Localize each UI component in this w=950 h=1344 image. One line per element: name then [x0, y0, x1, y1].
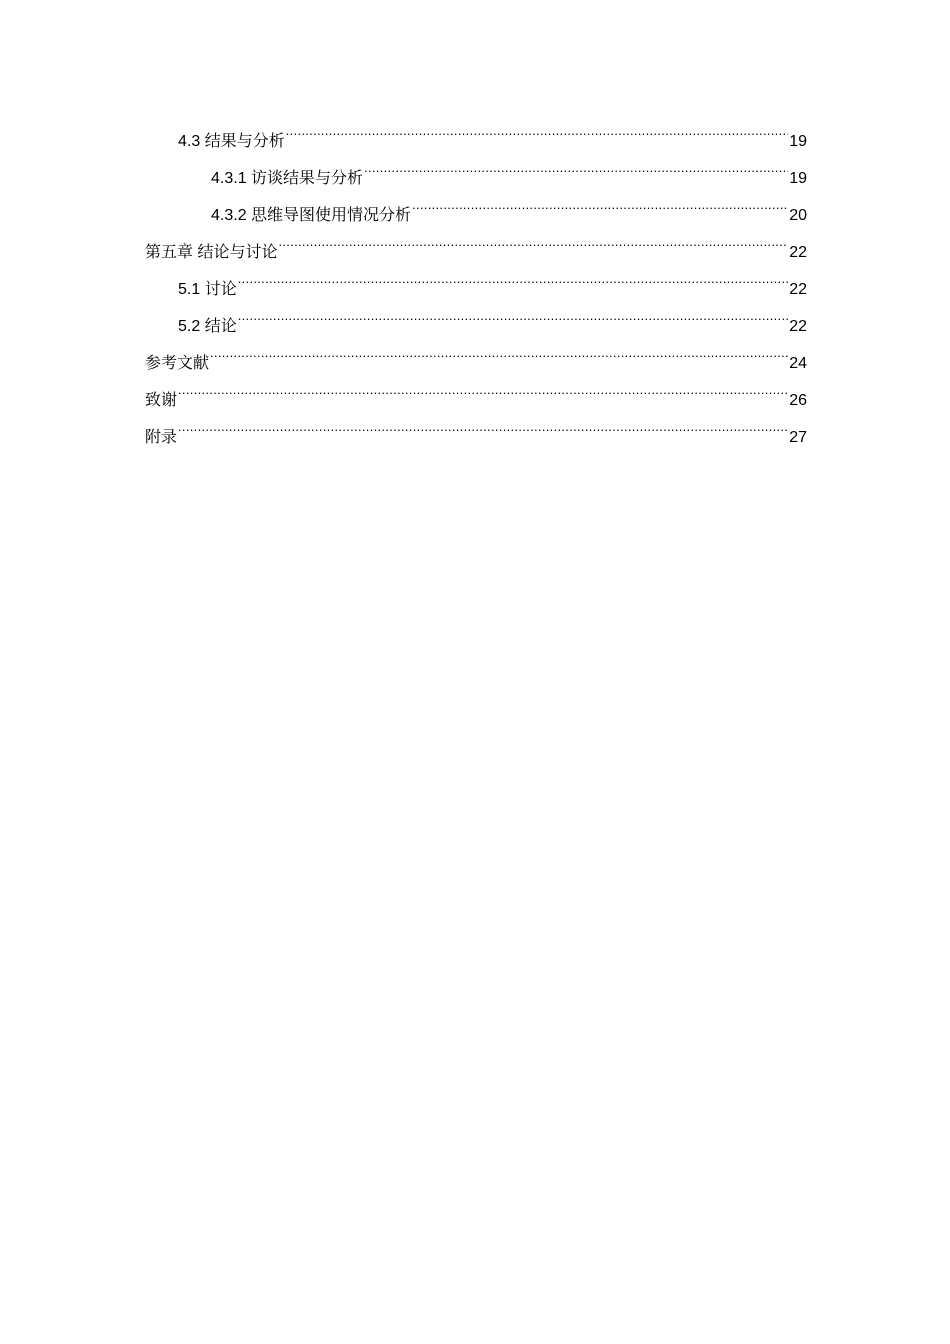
toc-dot-leader — [412, 183, 788, 220]
toc-dot-leader — [278, 220, 788, 257]
toc-entry-5-1[interactable] — [145, 257, 807, 298]
toc-entry-page: 19 — [789, 170, 807, 187]
toc-dot-leader — [238, 257, 789, 294]
toc-entry-page: 24 — [789, 355, 807, 372]
toc-entry-page: 19 — [789, 133, 807, 150]
toc-entry-label: 5.2 结论 — [178, 318, 237, 335]
toc-entry-4-3[interactable] — [145, 109, 807, 150]
toc-entry-page: 20 — [789, 207, 807, 224]
toc-entry-label: 4.3 结果与分析 — [178, 133, 285, 150]
toc-entry-page: 27 — [789, 429, 807, 446]
toc-entry-label: 参考文献 — [145, 355, 210, 372]
toc-dot-leader — [178, 405, 788, 442]
toc-entry-acknowledgements[interactable] — [145, 368, 807, 409]
toc-dot-leader — [210, 331, 788, 368]
toc-entry-page: 22 — [789, 318, 807, 335]
toc-entry-appendix[interactable] — [145, 405, 807, 446]
toc-dot-leader — [178, 368, 788, 405]
toc-entry-label: 第五章 结论与讨论 — [145, 244, 278, 261]
toc-entry-page: 26 — [789, 392, 807, 409]
toc-entry-references[interactable] — [145, 331, 807, 372]
toc-entry-page: 22 — [789, 244, 807, 261]
toc-entry-5-2[interactable] — [145, 294, 807, 335]
toc-entry-label: 4.3.1 访谈结果与分析 — [211, 170, 364, 187]
table-of-contents — [145, 109, 807, 446]
toc-entry-label: 5.1 讨论 — [178, 281, 237, 298]
toc-dot-leader — [286, 109, 789, 146]
toc-entry-label: 致谢 — [145, 392, 178, 409]
toc-entry-label: 4.3.2 思维导图使用情况分析 — [211, 207, 412, 224]
toc-entry-label: 附录 — [145, 429, 178, 446]
toc-dot-leader — [238, 294, 789, 331]
toc-entry-page: 22 — [789, 281, 807, 298]
toc-dot-leader — [364, 146, 788, 183]
